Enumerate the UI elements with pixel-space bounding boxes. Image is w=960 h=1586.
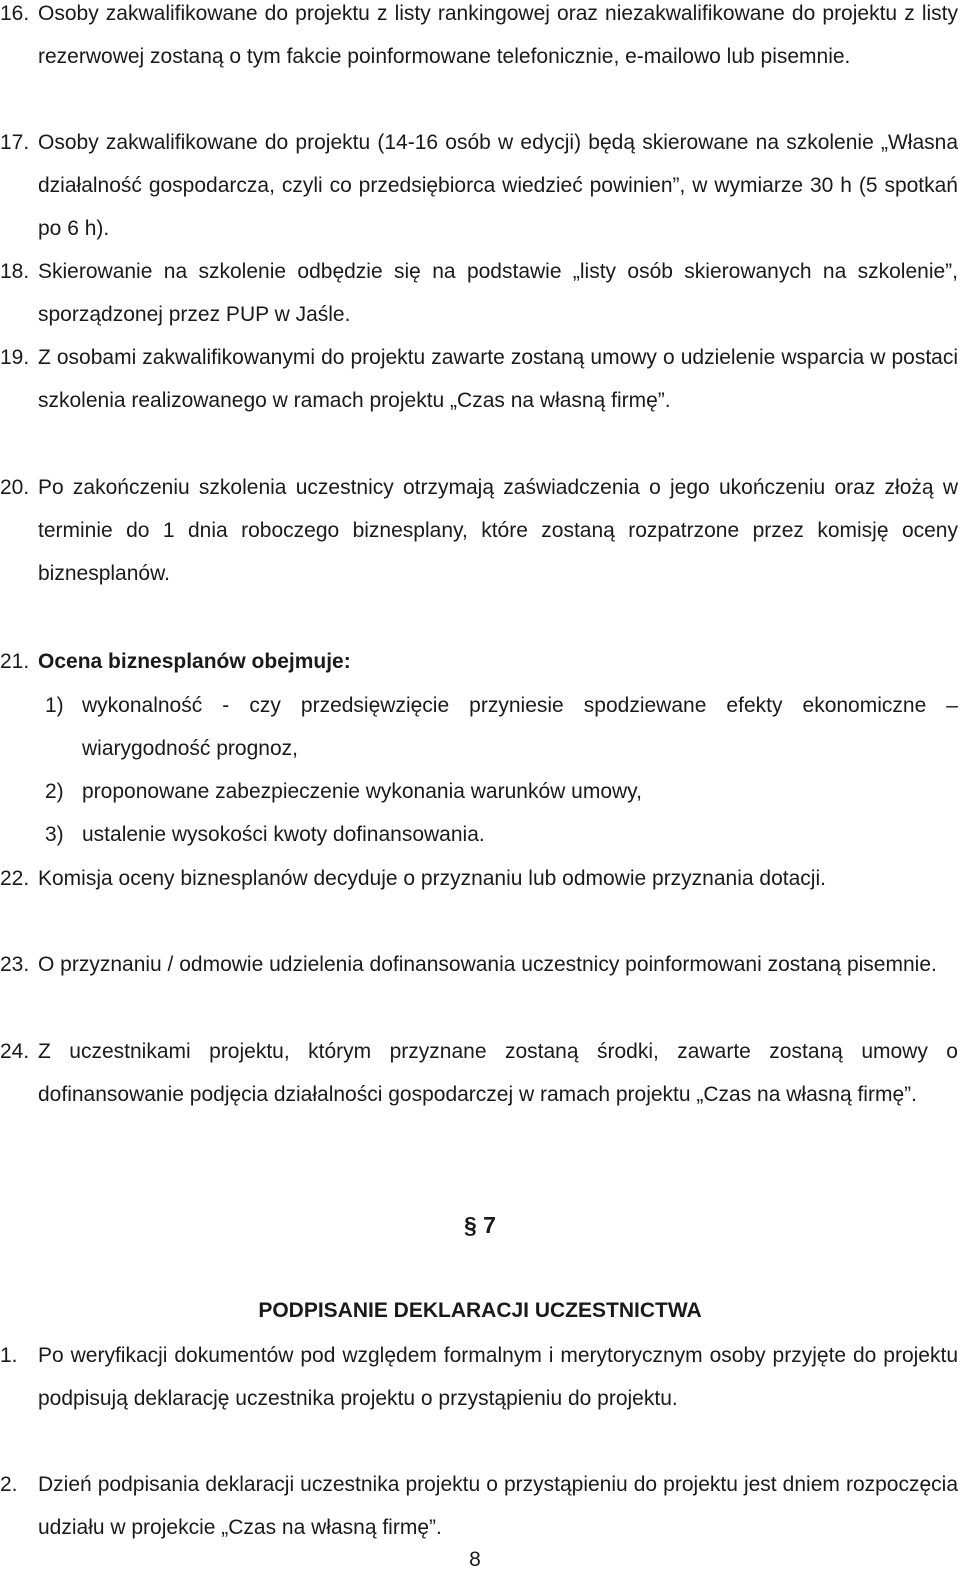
item-number: 22. [0,867,30,890]
list-item-16 [0,2,958,78]
item-text: Komisja oceny biznesplanów decyduje o przyznaniu lub odmowie przyznania dotacji. [38,867,826,890]
list-item-24 [0,1040,958,1116]
item-number: 18. [0,260,30,283]
list-item-20 [0,476,958,595]
item-number: 23. [0,953,30,976]
sub-item-number: 1) [45,694,64,717]
sub-item-number: 3) [45,823,64,846]
sub-item-number: 2) [45,780,64,803]
section-item-1 [0,1344,958,1420]
list-item-18 [0,260,958,336]
sub-item-text: proponowane zabezpieczenie wykonania warunków umowy, [82,780,642,803]
section-title: PODPISANIE DEKLARACJI UCZESTNICTWA [258,1299,702,1322]
item-number: 17. [0,131,30,154]
item-text: O przyznaniu / odmowie udzielenia dofinansowania uczestnicy poinformowani zostaną pisemnie. [38,953,937,976]
section-number: § 7 [464,1212,496,1238]
list-item-21 [0,650,958,683]
list-item-19 [0,346,958,422]
item-text: Po weryfikacji dokumentów pod względem formalnym i merytorycznym osoby przyjęte do projektu podpisują deklarację uczestnika projektu o przystąpieniu do projektu. [38,1344,958,1410]
item-text: Skierowanie na szkolenie odbędzie się na podstawie „listy osób skierowanych na szkolenie”, sporządzonej przez PUP w Jaśle. [38,260,958,326]
item-text: Dzień podpisania deklaracji uczestnika projektu o przystąpieniu do projektu jest dniem rozpoczęcia udziału w projekcie „Czas na własną firmę”. [38,1473,958,1539]
sub-item-1 [0,694,958,770]
item-number: 24. [0,1040,30,1063]
sub-item-3 [0,823,958,856]
item-number: 20. [0,476,30,499]
item-number: 2. [0,1473,18,1496]
item-text: Z osobami zakwalifikowanymi do projektu zawarte zostaną umowy o udzielenie wsparcia w postaci szkolenia realizowanego w ramach projektu „Czas na własną firmę”. [38,346,958,412]
page-number: 8 [469,1548,481,1571]
sub-item-text: wykonalność - czy przedsięwzięcie przyniesie spodziewane efekty ekonomiczne – wiarygodność prognoz, [82,694,958,760]
item-text: Osoby zakwalifikowane do projektu z listy rankingowej oraz niezakwalifikowane do projektu z listy rezerwowej zostaną o tym fakcie poinformowane telefonicznie, e-mailowo lub pisemnie. [38,2,958,68]
list-item-22 [0,867,958,900]
item-heading: Ocena biznesplanów obejmuje: [38,650,351,673]
item-text: Osoby zakwalifikowane do projektu (14-16 osób w edycji) będą skierowane na szkolenie „Własna działalność gospodarcza, czyli co przedsiębiorca wiedzieć powinien”, w wymiarze 30 h (5 spotkań po 6 h). [38,131,958,240]
list-item-23 [0,953,958,986]
list-item-17 [0,131,958,250]
item-text: Z uczestnikami projektu, którym przyznane zostaną środki, zawarte zostaną umowy o dofinansowanie podjęcia działalności gospodarczej w ramach projektu „Czas na własną firmę”. [38,1040,958,1106]
item-number: 21. [0,650,30,673]
sub-item-text: ustalenie wysokości kwoty dofinansowania. [82,823,485,846]
item-number: 16. [0,2,30,25]
item-number: 19. [0,346,30,369]
item-text: Po zakończeniu szkolenia uczestnicy otrzymają zaświadczenia o jego ukończeniu oraz złożą w terminie do 1 dnia roboczego biznesplany, które zostaną rozpatrzone przez komisję oceny biznesplanów. [38,476,958,585]
sub-item-2 [0,780,958,813]
item-number: 1. [0,1344,18,1367]
section-item-2 [0,1473,958,1549]
